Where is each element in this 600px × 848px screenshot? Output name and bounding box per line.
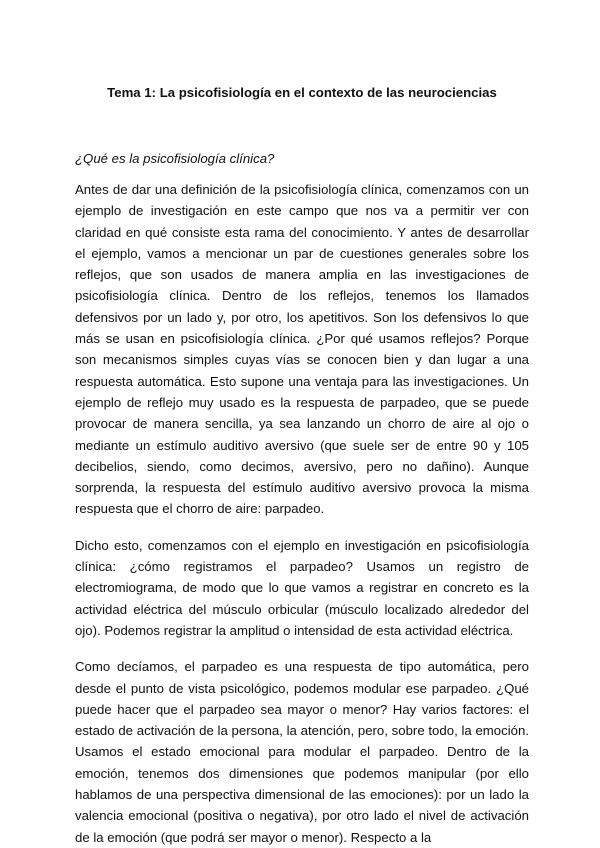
paragraph-1: Antes de dar una definición de la psicofisiología clínica, comenzamos con un ejemplo de investigación en este campo que nos va a permitir ver con claridad en qué consiste esta rama del conocimiento. Y antes de desarrollar el ejemplo, vamos a mencionar un par de cuestiones generales sobre los reflejos, que son usados de manera amplia en las investigaciones de psicofisiología clínica. Dentro de los reflejos, tenemos los llamados defensivos por un lado y, por otro, los apetitivos. Son los defensivos lo que más se usan en psicofisiología clínica. ¿Por qué usamos reflejos? Porque son mecanismos simples cuyas vías se conocen bien y dan lugar a una respuesta automática. Esto supone una ventaja para las investigaciones. Un ejemplo de reflejo muy usado es la respuesta de parpadeo, que se puede provocar de manera sencilla, ya sea lanzando un chorro de aire al ojo o mediante un estímulo auditivo aversivo (que suele ser de entre 90 y 105 decibelios, siendo, como decimos, aversivo, pero no dañino). Aunque sorprenda, la respuesta del estímulo auditivo aversivo provoca la misma respuesta que el chorro de aire: parpadeo. bbox=[75, 182, 529, 517]
paragraph-2: Dicho esto, comenzamos con el ejemplo en investigación en psicofisiología clínica: ¿cómo registramos el parpadeo? Usamos un registro de electromiograma, de modo que lo que vamos a registrar en concreto es la actividad eléctrica del músculo orbicular (músculo localizado alrededor del ojo). Podemos registrar la amplitud o intensidad de esta actividad eléctrica. bbox=[75, 537, 529, 638]
document-title: Tema 1: La psicofisiología en el contexto de las neurociencias bbox=[107, 85, 497, 100]
section-heading: ¿Qué es la psicofisiología clínica? bbox=[75, 151, 275, 166]
paragraph-3: Como decíamos, el parpadeo es una respuesta de tipo automática, pero desde el punto de vista psicológico, podemos modular ese parpadeo. ¿Qué puede hacer que el parpadeo sea mayor o menor? Hay varios factores: el estado de activación de la persona, la atención, pero, sobre todo, la emoción. Usamos el estado emocional para modular el parpadeo. Dentro de la emoción, tenemos dos dimensiones que podemos manipular (por ello hablamos de una perspectiva dimensional de las emociones): por un lado la valencia emocional (positiva o negativa), por otro lado el nivel de activación de la emoción (que podrá ser mayor o menor). Respecto a la bbox=[75, 659, 529, 845]
